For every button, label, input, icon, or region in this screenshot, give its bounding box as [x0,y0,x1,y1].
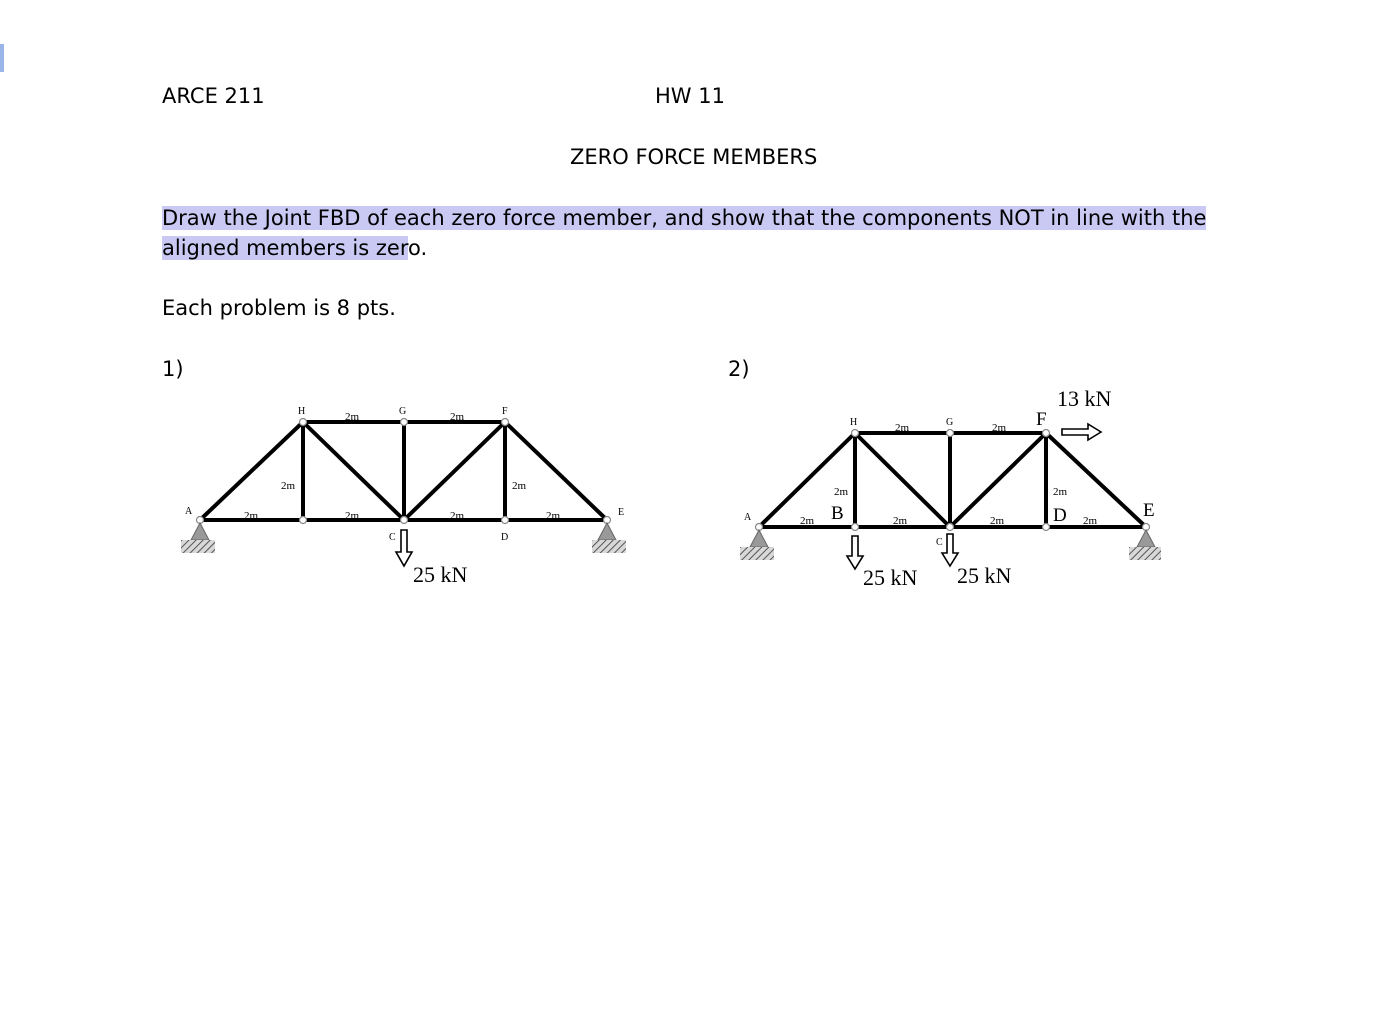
p2-label-a: A [744,512,752,523]
page-title: ZERO FORCE MEMBERS [570,145,818,169]
p2-load-label-c: 25 kN [957,563,1012,588]
p1-load-arrow [396,530,412,566]
p1-support-right [592,523,626,553]
p2-label-h: H [850,417,858,428]
p1-label-c: C [389,532,396,543]
p2-joint-f [1043,430,1050,437]
p2-label-b: B [831,503,844,524]
p1-dim-bot3: 2m [450,510,465,522]
assignment-number: HW 11 [655,84,725,108]
p1-joint-c [401,517,408,524]
p1-load-label: 25 kN [413,562,468,587]
p1-label-e: E [618,507,625,518]
problem1-number: 1) [162,357,184,381]
p2-dim-bot3: 2m [990,515,1005,527]
p2-load-arrow-b [847,536,863,569]
p1-dim-vert1: 2m [281,480,296,492]
p2-load-arrow-f [1062,424,1101,440]
p2-support-left [740,530,774,560]
p1-label-h: H [298,406,306,417]
p2-label-c: C [936,537,943,548]
p1-member-ah [200,422,303,520]
p2-joint-c [947,524,954,531]
p2-joint-d [1043,524,1050,531]
p2-dim-bot4: 2m [1083,515,1098,527]
p2-label-e: E [1143,500,1155,521]
p1-dim-top2: 2m [450,411,465,423]
p1-joint-g [401,419,408,426]
p2-dim-bot2: 2m [893,515,908,527]
p2-member-hc [855,433,950,527]
p1-dim-bot1: 2m [244,510,259,522]
p1-label-g: G [399,406,407,417]
p1-joint-h [300,419,307,426]
p1-member-fe [505,422,607,520]
points-note: Each problem is 8 pts. [162,296,396,320]
instructions-line2-rest: o. [408,236,428,260]
p2-joint-b [852,524,859,531]
p1-support-left [181,523,215,553]
course-code: ARCE 211 [162,84,265,108]
p2-dim-bot1: 2m [800,515,815,527]
p1-dim-top1: 2m [345,411,360,423]
instructions-line1: Draw the Joint FBD of each zero force member, and show that the components NOT in line with the [162,206,1207,230]
p1-dim-bot2: 2m [345,510,360,522]
p1-member-hc [303,422,404,520]
p2-label-f: F [1036,409,1047,430]
p1-joint-f [502,419,509,426]
p2-dim-vert2: 2m [1053,486,1068,498]
truss-problem1 [181,406,626,587]
p1-member-cf [404,422,505,520]
p2-joint-g [947,430,954,437]
p2-support-right [1129,530,1161,560]
p2-load-label-b: 25 kN [863,565,918,590]
p1-label-a: A [185,506,193,517]
p1-joint-d [502,517,509,524]
p1-label-d: D [501,532,509,543]
problem2-number: 2) [728,357,750,381]
p2-load-arrow-c [942,534,958,566]
p2-load-label-f: 13 kN [1057,386,1112,411]
p2-member-cf [950,433,1046,527]
p2-label-d: D [1053,505,1067,526]
p1-joint-b [300,517,307,524]
p1-dim-bot4: 2m [546,510,561,522]
p2-dim-vert1: 2m [834,486,849,498]
p2-label-g: G [946,417,954,428]
p1-dim-vert2: 2m [512,480,527,492]
truss-problem2 [740,386,1161,590]
p2-dim-top2: 2m [992,422,1007,434]
p2-joint-h [852,430,859,437]
instructions-line2-highlighted: aligned members is zer [162,236,409,260]
p2-dim-top1: 2m [895,422,910,434]
p1-label-f: F [502,406,508,417]
